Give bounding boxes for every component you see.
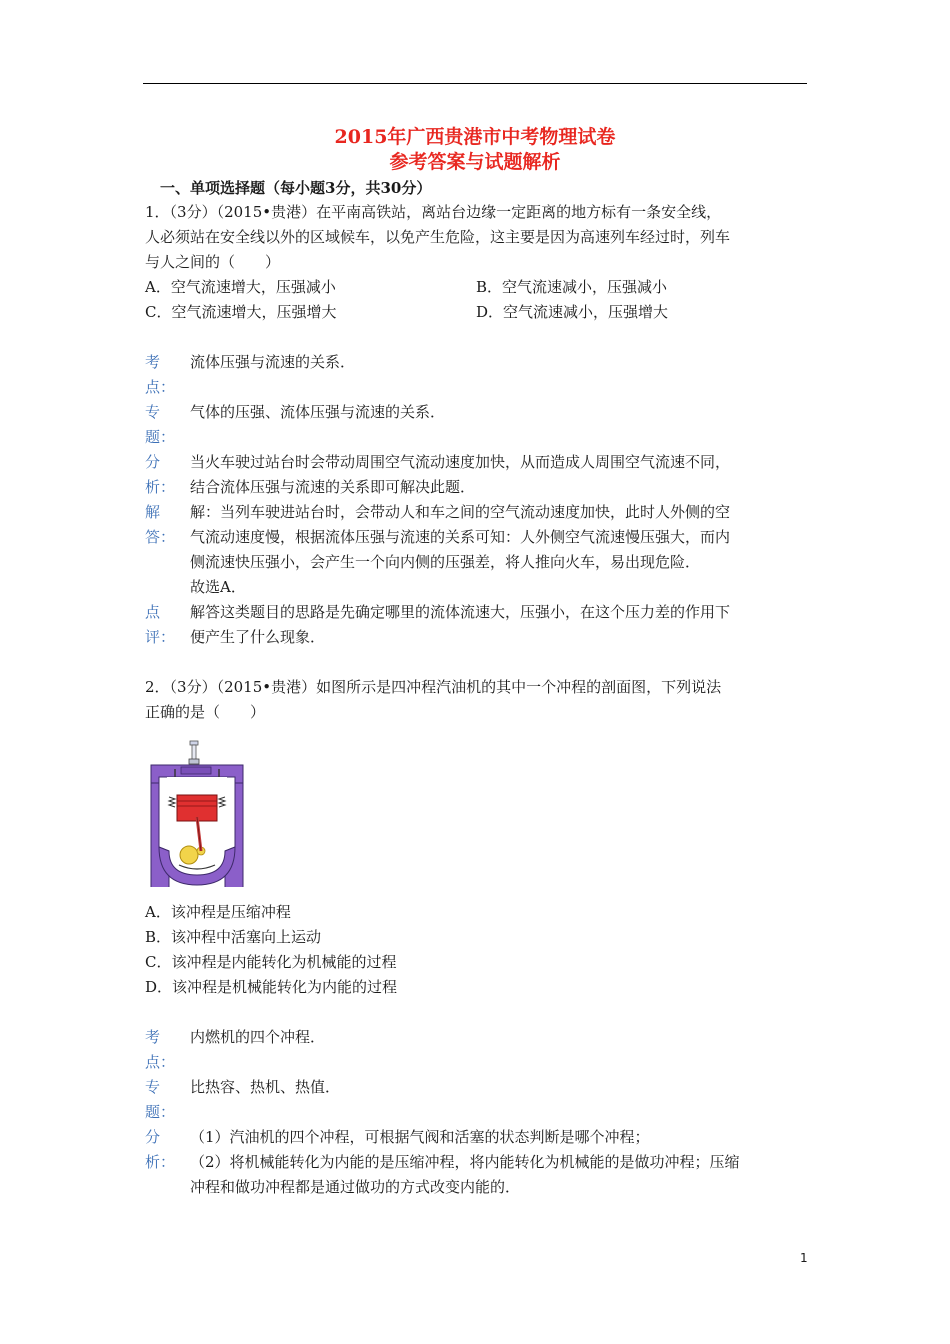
q2-zhuanti-label: 专 [145,1078,161,1096]
page-title: 2015年广西贵港市中考物理试卷 [334,126,616,148]
q2-stem-line: 正确的是（ ） [145,703,266,721]
page-number: 1 [800,1251,808,1265]
q2-fenxi-line: （2）将机械能转化为内能的是压缩冲程，将内能转化为机械能的是做功冲程；压缩 [190,1153,740,1171]
q1-fenxi-label: 分 [145,453,161,471]
q1-dianping-line: 解答这类题目的思路是先确定哪里的流体流速大，压强小，在这个压力差的作用下 [190,603,731,621]
section-heading: 一、单项选择题（每小题3分，共30分） [160,179,432,197]
q2-kaodian-text: 内燃机的四个冲程． [190,1028,326,1046]
q1-dianping-label: 点 [145,603,161,621]
q1-stem-line: 与人之间的（ ） [145,253,281,271]
q1-stem-line: 人必须站在安全线以外的区域候车，以免产生危险，这主要是因为高速列车经过时，列车 [145,228,731,246]
q1-stem-line: 1．（3分）（2015•贵港）在平南高铁站，离站台边缘一定距离的地方标有一条安全线， [145,203,722,221]
engine-diagram [145,739,250,887]
q1-option-c: C．空气流速增大，压强增大 [145,303,337,321]
q1-dianping-line: 便产生了什么现象． [190,628,326,646]
q1-jieda-label: 解 [145,503,161,521]
q2-zhuanti-text: 比热容、热机、热值． [190,1078,341,1096]
q2-kaodian-label: 考 [145,1028,161,1046]
q1-fenxi-line: 当火车驶过站台时会带动周围空气流动速度加快，从而造成人周围空气流速不同， [190,453,731,471]
q1-zhuanti-text: 气体的压强、流体压强与流速的关系． [190,403,446,421]
q2-fenxi-label: 析： [145,1153,176,1171]
q2-fenxi-label: 分 [145,1128,161,1146]
q1-jieda-label: 答： [145,528,176,546]
q1-kaodian-text: 流体压强与流速的关系． [190,353,356,371]
q2-option-b: B．该冲程中活塞向上运动 [145,928,322,946]
q1-zhuanti-label: 题： [145,428,176,446]
q1-jieda-line: 气流动速度慢，根据流体压强与流速的关系可知：人外侧空气流速慢压强大，而内 [190,528,731,546]
q2-fenxi-line: （1）汽油机的四个冲程，可根据气阀和活塞的状态判断是哪个冲程； [190,1128,650,1146]
header-rule [143,83,807,84]
q1-fenxi-label: 析： [145,478,176,496]
q1-option-b: B．空气流速减小，压强减小 [476,278,668,296]
q1-dianping-label: 评： [145,628,176,646]
q2-option-a: A．该冲程是压缩冲程 [145,903,291,921]
q2-stem-line: 2．（3分）（2015•贵港）如图所示是四冲程汽油机的其中一个冲程的剖面图，下列说法 [145,678,722,696]
q1-zhuanti-label: 专 [145,403,161,421]
q1-jieda-line: 解：当列车驶进站台时，会带动人和车之间的空气流动速度加快，此时人外侧的空 [190,503,731,521]
q1-fenxi-line: 结合流体压强与流速的关系即可解决此题． [190,478,476,496]
q2-option-c: C．该冲程是内能转化为机械能的过程 [145,953,397,971]
q2-kaodian-label: 点： [145,1053,176,1071]
q1-jieda-line: 侧流速快压强小，会产生一个向内侧的压强差，将人推向火车，易出现危险． [190,553,701,571]
q1-kaodian-label: 考 [145,353,161,371]
q2-zhuanti-label: 题： [145,1103,176,1121]
q1-option-d: D．空气流速减小，压强增大 [476,303,669,321]
page-subtitle: 参考答案与试题解析 [389,151,561,173]
q1-jieda-line: 故选A． [190,578,246,596]
q1-option-a: A．空气流速增大，压强减小 [145,278,336,296]
q1-kaodian-label: 点： [145,378,176,396]
q2-fenxi-line: 冲程和做功冲程都是通过做功的方式改变内能的． [190,1178,521,1196]
q2-option-d: D．该冲程是机械能转化为内能的过程 [145,978,398,996]
